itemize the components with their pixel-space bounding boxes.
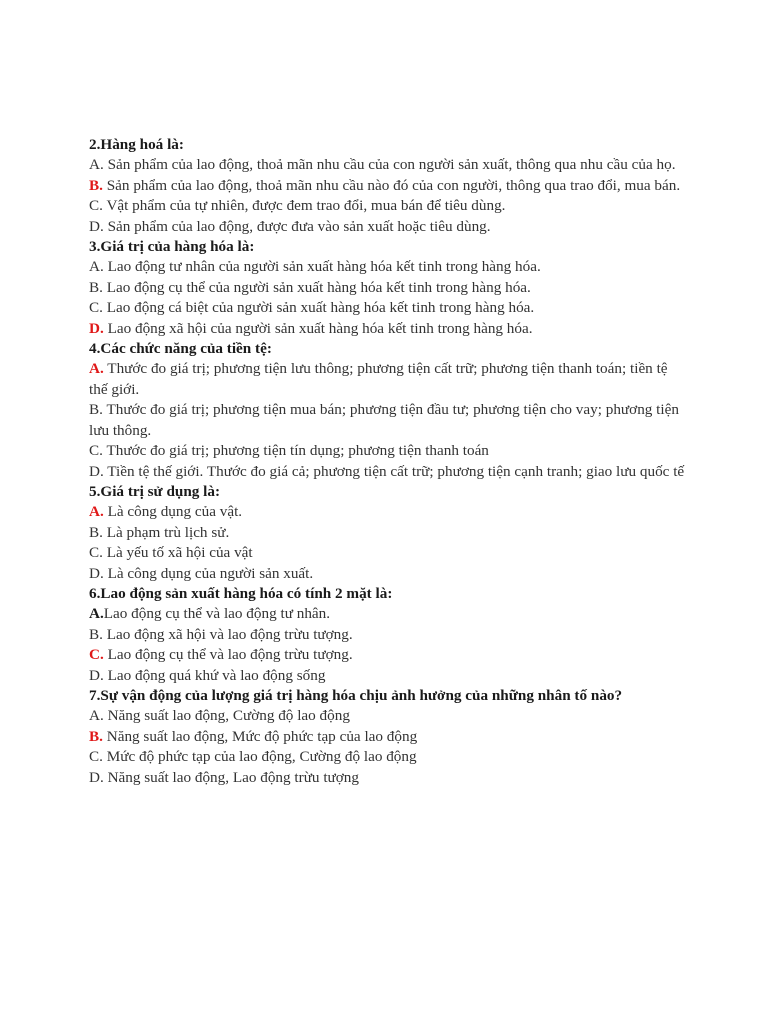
question-title: 6.Lao động sản xuất hàng hóa có tính 2 mặt là:	[89, 584, 393, 602]
option-letter: C.	[89, 299, 103, 317]
option-d	[89, 462, 689, 482]
option-letter: B.	[89, 625, 103, 643]
option-c	[89, 196, 689, 216]
option-text: Lao động cụ thể và lao động tư nhân.	[103, 605, 331, 623]
option-letter: A.	[89, 605, 104, 623]
option-d	[89, 768, 689, 788]
option-text: Lao động tư nhân của người sản xuất hàng hóa kết tinh trong hàng hóa.	[103, 258, 541, 276]
option-text: Sản phẩm của lao động, được đưa vào sản xuất hoặc tiêu dùng.	[103, 217, 491, 235]
option-a	[89, 257, 689, 277]
option-text: Thước đo giá trị; phương tiện mua bán; phương tiện đầu tư; phương tiện cho vay; phương tiện lưu thông.	[89, 401, 679, 439]
option-text: Là yếu tố xã hội của vật	[102, 544, 253, 562]
question-title: 4.Các chức năng của tiền tệ:	[89, 340, 272, 358]
option-text: Mức độ phức tạp của lao động, Cường độ lao động	[102, 748, 417, 766]
option-d	[89, 564, 689, 584]
option-b	[89, 523, 689, 543]
option-text: Tiền tệ thế giới. Thước đo giá cả; phương tiện cất trữ; phương tiện cạnh tranh; giao lưu quốc tế	[103, 462, 685, 480]
correct-answer-letter: A.	[89, 503, 104, 521]
option-text: Thước đo giá trị; phương tiện lưu thông; phương tiện cất trữ; phương tiện thanh toán; tiền tệ thế giới.	[89, 360, 668, 398]
option-c	[89, 645, 689, 665]
question-title: 7.Sự vận động của lượng giá trị hàng hóa chịu ảnh hưởng của những nhân tố nào?	[89, 686, 623, 704]
option-letter: D.	[89, 217, 104, 235]
correct-answer-letter: B.	[89, 727, 103, 745]
option-a	[89, 155, 689, 175]
option-letter: B.	[89, 401, 103, 419]
option-letter: D.	[89, 462, 104, 480]
option-text: Năng suất lao động, Cường độ lao động	[103, 707, 350, 725]
option-text: Vật phẩm của tự nhiên, được đem trao đổi, mua bán để tiêu dùng.	[102, 197, 506, 215]
option-a	[89, 502, 689, 522]
option-text: Lao động cá biệt của người sản xuất hàng hóa kết tinh trong hàng hóa.	[102, 299, 535, 317]
option-text: Lao động quá khứ và lao động sống	[103, 666, 326, 684]
option-letter: C.	[89, 442, 103, 460]
correct-answer-letter: A.	[89, 360, 104, 378]
option-d	[89, 217, 689, 237]
option-letter: A.	[89, 258, 104, 276]
correct-answer-letter: B.	[89, 176, 103, 194]
option-a	[89, 604, 689, 624]
question-title: 2.Hàng hoá là:	[89, 136, 184, 153]
option-text: Sản phẩm của lao động, thoả mãn nhu cầu nào đó của con người, thông qua trao đổi, mua bán.	[102, 176, 681, 194]
option-text: Thước đo giá trị; phương tiện tín dụng; phương tiện thanh toán	[102, 442, 489, 460]
option-letter: D.	[89, 768, 104, 786]
option-text: Lao động xã hội của người sản xuất hàng hóa kết tinh trong hàng hóa.	[103, 319, 533, 337]
option-text: Lao động cụ thể của người sản xuất hàng hóa kết tinh trong hàng hóa.	[102, 278, 531, 296]
option-letter: A.	[89, 156, 104, 174]
option-letter: C.	[89, 544, 103, 562]
option-b	[89, 625, 689, 645]
option-b	[89, 727, 689, 747]
option-text: Lao động xã hội và lao động trừu tượng.	[102, 625, 353, 643]
option-a	[89, 359, 689, 400]
option-text: Năng suất lao động, Mức độ phức tạp của lao động	[102, 727, 418, 745]
document-page	[89, 135, 689, 788]
option-c	[89, 747, 689, 767]
option-b	[89, 176, 689, 196]
option-a	[89, 706, 689, 726]
option-letter: B.	[89, 278, 103, 296]
option-letter: C.	[89, 748, 103, 766]
option-d	[89, 666, 689, 686]
option-text: Sản phẩm của lao động, thoả mãn nhu cầu của con người sản xuất, thông qua nhu cầu của họ.	[103, 156, 676, 174]
option-letter: D.	[89, 564, 104, 582]
option-letter: A.	[89, 707, 104, 725]
question-title: 5.Giá trị sử dụng là:	[89, 482, 221, 500]
correct-answer-letter: C.	[89, 646, 104, 664]
correct-answer-letter: D.	[89, 319, 104, 337]
option-b	[89, 278, 689, 298]
option-c	[89, 543, 689, 563]
option-c	[89, 298, 689, 318]
option-letter: C.	[89, 197, 103, 215]
option-text: Là công dụng của người sản xuất.	[103, 564, 314, 582]
option-text: Là phạm trù lịch sử.	[102, 523, 230, 541]
question-title: 3.Giá trị của hàng hóa là:	[89, 238, 255, 256]
option-c	[89, 441, 689, 461]
option-text: Là công dụng của vật.	[103, 503, 243, 521]
option-letter: D.	[89, 666, 104, 684]
option-text: Năng suất lao động, Lao động trừu tượng	[103, 768, 359, 786]
option-text: Lao động cụ thể và lao động trừu tượng.	[103, 646, 353, 664]
option-b	[89, 400, 689, 441]
option-d	[89, 319, 689, 339]
option-letter: B.	[89, 523, 103, 541]
